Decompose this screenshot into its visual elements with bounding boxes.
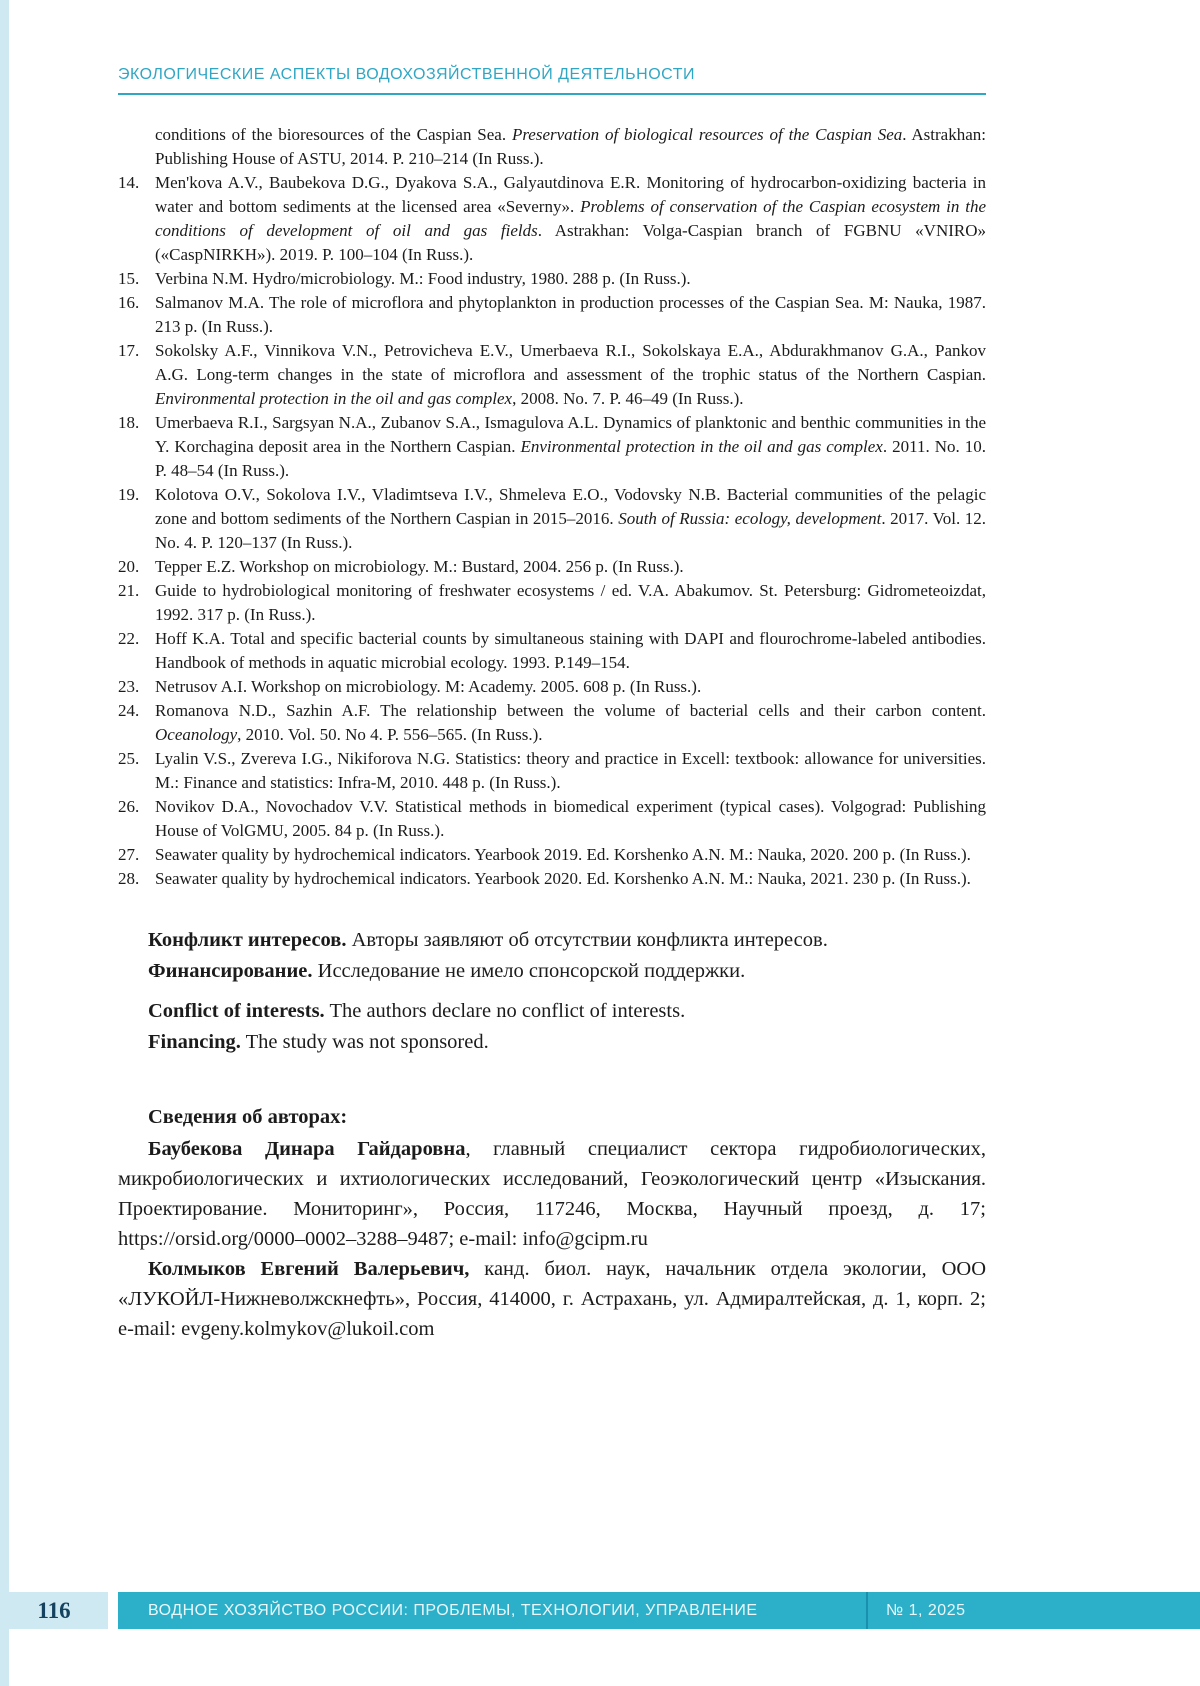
text-segment: The study was not sponsored.: [240, 1031, 489, 1053]
conflict-statement-en: [118, 996, 986, 1027]
reference-text-segment: Environmental protection in the oil and gas complex: [520, 437, 883, 456]
issue-number: № 1, 2025: [866, 1592, 966, 1629]
reference-number: 20.: [118, 557, 140, 576]
authors-heading: Сведения об авторах:: [148, 1106, 348, 1128]
text-segment: Conflict of interests.: [148, 1000, 325, 1022]
reference-item: [118, 867, 986, 891]
reference-item: [118, 291, 986, 339]
text-segment: Авторы заявляют об отсутствии конфликта интересов.: [346, 929, 828, 951]
text-segment: The authors declare no conflict of interests.: [324, 1000, 686, 1022]
reference-item: [118, 627, 986, 675]
page-number: 116: [0, 1592, 108, 1629]
text-segment: Исследование не имело спонсорской поддержки.: [312, 960, 746, 982]
journal-title: ВОДНОЕ ХОЗЯЙСТВО РОССИИ: ПРОБЛЕМЫ, ТЕХНОЛОГИИ, УПРАВЛЕНИЕ: [148, 1601, 758, 1619]
reference-item: [118, 339, 986, 411]
reference-item: [118, 747, 986, 795]
reference-number: 25.: [118, 749, 140, 768]
reference-item: [118, 675, 986, 699]
reference-number: 17.: [118, 341, 140, 360]
references-list: [118, 123, 986, 891]
reference-text-segment: Environmental protection in the oil and gas complex: [155, 389, 513, 408]
text-segment: Баубекова Динара Гайдаровна: [148, 1138, 466, 1160]
reference-text-segment: Lyalin V.S., Zvereva I.G., Nikiforova N.G. Statistics: theory and practice in Excell: textbook: allowance for universities. M.: Finance and statistics: Infra-M, 2010. 448 p. (In Russ.).: [155, 749, 986, 792]
reference-text-segment: Novikov D.A., Novochadov V.V. Statistical methods in biomedical experiment (typical cases). Volgograd: Publishing House of VolGMU, 2005. 84 p. (In Russ.).: [155, 797, 986, 840]
reference-text-segment: , 2008. No. 7. P. 46–49 (In Russ.).: [512, 389, 744, 408]
reference-item: [118, 267, 986, 291]
reference-number: 18.: [118, 413, 140, 432]
reference-text-segment: Tepper E.Z. Workshop on microbiology. M.: Bustard, 2004. 256 p. (In Russ.).: [155, 557, 684, 576]
reference-text-segment: Salmanov M.A. The role of microflora and phytoplankton in production processes of the Caspian Sea. M: Nauka, 1987. 213 p. (In Russ.).: [155, 293, 986, 336]
reference-text-segment: . 2017. Vol. 12. No. 4. P. 120–137 (In Russ.).: [155, 509, 986, 552]
author-info-baubekova: [118, 1134, 986, 1254]
reference-number: 27.: [118, 845, 140, 864]
reference-text-segment: conditions of the bioresources of the Caspian Sea.: [155, 125, 512, 144]
reference-item: [118, 699, 986, 747]
reference-text-segment: Preservation of biological resources of the Caspian Sea: [511, 125, 903, 144]
page-content: [118, 66, 986, 1344]
text-segment: , главный специалист сектора гидробиологических, микробиологических и ихтиологических исследований, Геоэкологический центр «Изыскания. Проектирование. Мониторинг», Россия, 117246, Москва, Научный проезд, д. 17; https://orsid.org/0000–0002–3288–9487; e-mail: info@gcipm.ru: [118, 1138, 986, 1250]
reference-text-segment: Guide to hydrobiological monitoring of freshwater ecosystems / ed. V.A. Abakumov. St. Petersburg: Gidrometeoizdat, 1992. 317 p. (In Russ.).: [155, 581, 986, 624]
section-title: ЭКОЛОГИЧЕСКИЕ АСПЕКТЫ ВОДОХОЗЯЙСТВЕННОЙ ДЕЯТЕЛЬНОСТИ: [118, 66, 695, 83]
reference-text-segment: Seawater quality by hydrochemical indicators. Yearbook 2020. Ed. Korshenko A.N. M.: Nauka, 2021. 230 p. (In Russ.).: [155, 869, 971, 888]
text-segment: Financing.: [148, 1031, 241, 1053]
reference-number: 28.: [118, 869, 140, 888]
reference-text-segment: Netrusov A.I. Workshop on microbiology. M: Academy. 2005. 608 p. (In Russ.).: [155, 677, 702, 696]
reference-number: 14.: [118, 173, 140, 192]
reference-text-segment: Romanova N.D., Sazhin A.F. The relationship between the volume of bacterial cells and their carbon content.: [155, 701, 986, 720]
reference-text-segment: . Astrakhan: Publishing House of ASTU, 2014. P. 210–214 (In Russ.).: [155, 125, 986, 168]
reference-number: 22.: [118, 629, 140, 648]
reference-number: 15.: [118, 269, 140, 288]
reference-item: [118, 795, 986, 843]
page-edge-strip: [0, 0, 9, 1686]
reference-text-segment: Seawater quality by hydrochemical indicators. Yearbook 2019. Ed. Korshenko A.N. M.: Nauka, 2020. 200 p. (In Russ.).: [155, 845, 971, 864]
reference-text-segment: Hoff K.A. Total and specific bacterial counts by simultaneous staining with DAPI and flourochrome-labeled antibodies. Handbook of methods in aquatic microbial ecology. 1993. P.149–154.: [155, 629, 986, 672]
reference-text-segment: Umerbaeva R.I., Sargsyan N.A., Zubanov S.A., Ismagulova A.L. Dynamics of planktonic and benthic communities in the Y. Korchagina deposit area in the Northern Caspian.: [155, 413, 986, 456]
text-segment: Финансирование.: [148, 960, 313, 982]
footer-bar: [118, 1592, 1200, 1629]
reference-number: 24.: [118, 701, 140, 720]
reference-text-segment: . Astrakhan: Volga-Caspian branch of FGBNU «VNIRO» («CaspNIRKH»). 2019. P. 100–104 (In Russ.).: [155, 221, 986, 264]
reference-text-segment: . 2011. No. 10. P. 48–54 (In Russ.).: [155, 437, 986, 480]
running-head: [118, 66, 986, 95]
reference-text-segment: Men'kova A.V., Baubekova D.G., Dyakova S.A., Galyautdinova E.R. Monitoring of hydrocarbon-oxidizing bacteria in water and bottom sediments at the licensed area «Severny».: [155, 173, 986, 216]
header-rule: [118, 93, 986, 95]
reference-number: 23.: [118, 677, 140, 696]
reference-number: 16.: [118, 293, 140, 312]
reference-item: [118, 411, 986, 483]
conflict-statement-ru: [118, 925, 986, 956]
reference-item: [118, 579, 986, 627]
authors-block: [118, 1102, 986, 1344]
reference-item: [118, 843, 986, 867]
text-segment: канд. биол. наук, начальник отдела экологии, ООО «ЛУКОЙЛ-Нижневолжскнефть», Россия, 414000, г. Астрахань, ул. Адмиралтейская, д. 1, корп. 2; e-mail: evgeny.kolmykov@lukoil.com: [118, 1258, 986, 1340]
financing-statement-en: [118, 1027, 986, 1058]
reference-text-segment: Oceanology: [155, 725, 238, 744]
reference-text-segment: , 2010. Vol. 50. No 4. P. 556–565. (In Russ.).: [237, 725, 543, 744]
reference-item: [118, 555, 986, 579]
text-segment: Конфликт интересов.: [148, 929, 347, 951]
author-info-kolmykov: [118, 1254, 986, 1344]
text-segment: Колмыков Евгений Валерьевич,: [148, 1258, 470, 1280]
reference-text-segment: South of Russia: ecology, development: [618, 509, 882, 528]
statements-block: [118, 925, 986, 1058]
reference-text-segment: Problems of conservation of the Caspian ecosystem in the conditions of development of oil and gas fields: [155, 197, 986, 240]
reference-number: 21.: [118, 581, 140, 600]
reference-text-segment: Verbina N.M. Hydro/microbiology. M.: Food industry, 1980. 288 p. (In Russ.).: [155, 269, 691, 288]
financing-statement-ru: [118, 956, 986, 987]
page-footer: [0, 1592, 1200, 1629]
reference-text-segment: Sokolsky A.F., Vinnikova V.N., Petrovicheva E.V., Umerbaeva R.I., Sokolskaya E.A., Abdurakhmanov G.A., Pankov A.G. Long-term changes in the state of microflora and assessment of the trophic status of the Northern Caspian.: [155, 341, 986, 384]
reference-item: [118, 171, 986, 267]
reference-item: [118, 483, 986, 555]
reference-item: [118, 123, 986, 171]
reference-number: 19.: [118, 485, 140, 504]
reference-text-segment: Kolotova O.V., Sokolova I.V., Vladimtseva I.V., Shmeleva E.O., Vodovsky N.B. Bacterial communities of the pelagic zone and bottom sediments of the Northern Caspian in 2015–2016.: [155, 485, 986, 528]
reference-number: 26.: [118, 797, 140, 816]
